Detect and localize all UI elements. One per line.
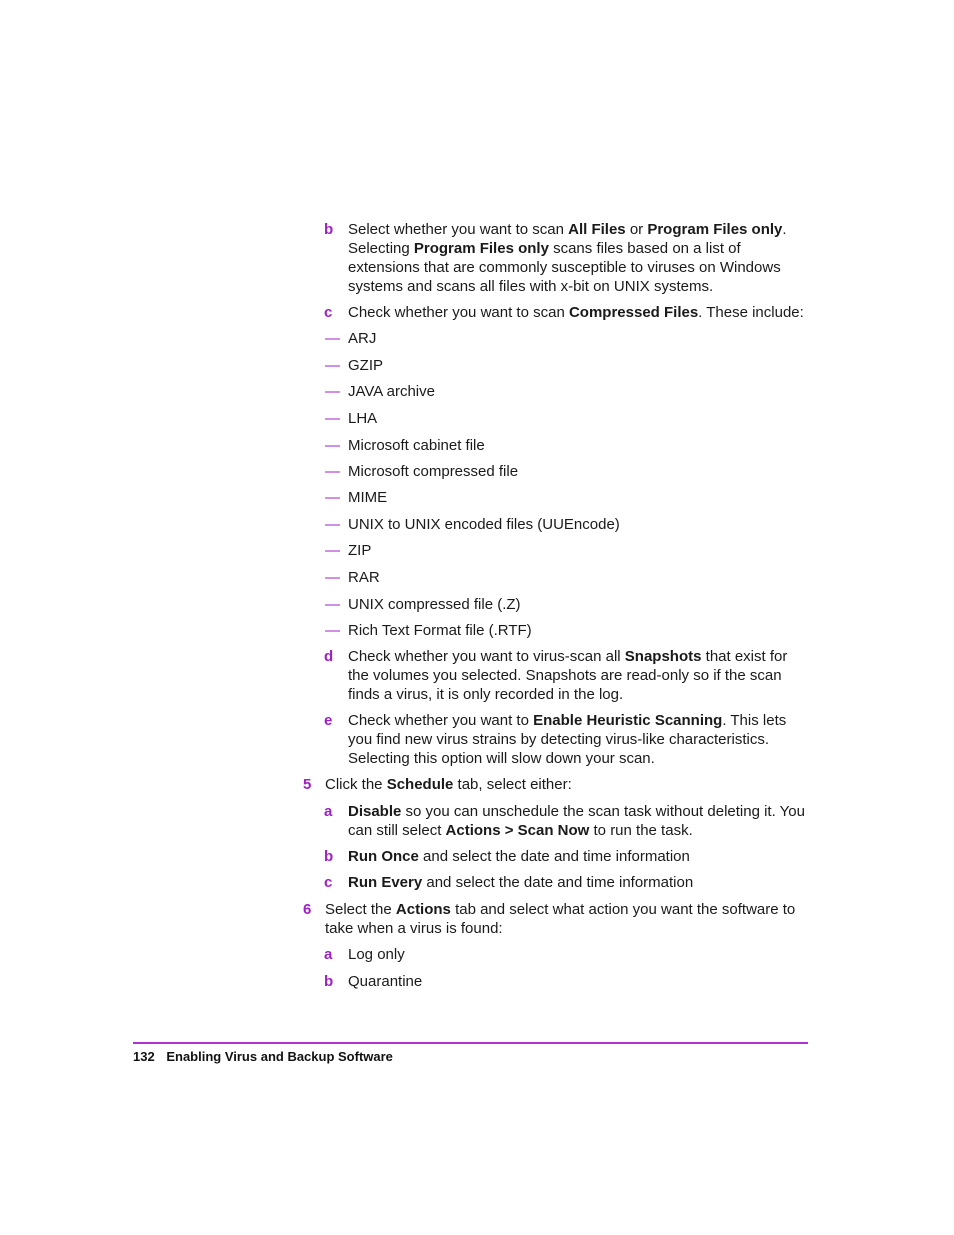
text-run: so you can unschedule the scan task without deleting it. You can still select <box>348 803 805 839</box>
text-run: MIME <box>348 489 388 506</box>
item-marker: c <box>324 304 333 321</box>
item-text <box>348 972 808 991</box>
text-run: Microsoft cabinet file <box>348 437 485 454</box>
text-run: RAR <box>348 569 380 586</box>
footer-rule <box>133 1042 808 1044</box>
text-run: tab, select either: <box>453 776 572 793</box>
item-marker: c <box>324 874 333 891</box>
item-text <box>348 647 808 704</box>
text-run: LHA <box>348 410 378 427</box>
item-marker: 5 <box>303 776 312 793</box>
text-run: GZIP <box>348 357 384 374</box>
bold-term: Program Files only <box>647 221 783 238</box>
item-marker: b <box>324 973 334 990</box>
text-run: JAVA archive <box>348 383 435 400</box>
item-text <box>348 847 808 866</box>
item-text <box>348 462 808 481</box>
item-marker: b <box>324 221 334 238</box>
item-text <box>348 409 808 428</box>
item-text <box>348 595 808 614</box>
bold-term: Compressed Files <box>568 304 699 321</box>
text-run: tab and select what action you want the software to take when a virus is found: <box>325 901 796 937</box>
item-marker: b <box>324 848 334 865</box>
item-marker: a <box>324 803 333 820</box>
item-marker: — <box>325 357 340 374</box>
item-text <box>348 515 808 534</box>
item-marker: a <box>324 946 333 963</box>
bold-term: Snapshots <box>624 648 702 665</box>
text-run: Log only <box>348 946 405 963</box>
item-text <box>348 541 808 560</box>
bold-term: All Files <box>568 221 626 238</box>
item-text <box>348 873 808 892</box>
item-text <box>348 802 808 840</box>
text-run: Select whether you want to scan <box>348 221 569 238</box>
text-run: . Selecting <box>348 221 787 257</box>
text-run: . This lets you find new virus strains by detecting virus-like characteristics. Selecting this option will slow down your scan. <box>348 712 787 767</box>
item-marker: — <box>325 410 340 427</box>
item-text <box>325 775 810 794</box>
item-text <box>348 436 808 455</box>
page-footer <box>133 1049 393 1064</box>
item-text <box>348 488 808 507</box>
bold-term: Run Once <box>348 848 419 865</box>
bold-term: Enable Heuristic Scanning <box>533 712 723 729</box>
item-marker: — <box>325 383 340 400</box>
item-text <box>348 621 808 640</box>
text-run: Click the <box>325 776 387 793</box>
item-marker: — <box>325 330 340 347</box>
item-text <box>348 568 808 587</box>
item-text <box>348 356 808 375</box>
item-marker: d <box>324 648 334 665</box>
item-text <box>348 945 808 964</box>
text-run: ARJ <box>348 330 377 347</box>
text-run: Check whether you want to virus-scan all <box>348 648 625 665</box>
item-text <box>348 303 808 322</box>
text-run: UNIX to UNIX encoded files (UUEncode) <box>348 516 620 533</box>
item-marker: — <box>325 622 340 639</box>
text-run: and select the date and time information <box>418 848 690 865</box>
item-marker: e <box>324 712 333 729</box>
item-marker: 6 <box>303 901 312 918</box>
text-run: scans files based on a list of extensions that are commonly susceptible to viruses on Windows systems and scans all files with x-bit on UNIX systems. <box>348 240 781 295</box>
item-text <box>348 711 808 768</box>
item-marker: — <box>325 596 340 613</box>
item-marker: — <box>325 489 340 506</box>
text-run: Rich Text Format file (.RTF) <box>348 622 532 639</box>
text-run: and select the date and time information <box>422 874 694 891</box>
text-run: or <box>625 221 648 238</box>
bold-term: Schedule <box>386 776 454 793</box>
text-run: Microsoft compressed file <box>348 463 519 480</box>
bold-term: Disable <box>348 803 402 820</box>
item-marker: — <box>325 516 340 533</box>
page-number: 132 <box>133 1049 155 1064</box>
text-run: ZIP <box>348 542 372 559</box>
item-marker: — <box>325 463 340 480</box>
text-run: Quarantine <box>348 973 423 990</box>
item-text <box>348 329 808 348</box>
section-title: Enabling Virus and Backup Software <box>166 1049 393 1064</box>
item-text <box>348 382 808 401</box>
bold-term: Actions <box>395 901 451 918</box>
item-marker: — <box>325 542 340 559</box>
text-run: that exist for the volumes you selected. Snapshots are read-only so if the scan finds a virus, it is only recorded in the log. <box>348 648 788 703</box>
text-run: Check whether you want to <box>348 712 534 729</box>
text-run: . These include: <box>698 304 804 321</box>
item-marker: — <box>325 569 340 586</box>
text-run: Check whether you want to scan <box>348 304 569 321</box>
text-run: to run the task. <box>589 822 693 839</box>
item-text <box>348 220 808 296</box>
item-text <box>325 900 810 938</box>
bold-term: Actions > Scan Now <box>445 822 590 839</box>
bold-term: Program Files only <box>413 240 549 257</box>
text-run: Select the <box>325 901 396 918</box>
text-run: UNIX compressed file (.Z) <box>348 596 521 613</box>
bold-term: Run Every <box>348 874 423 891</box>
item-marker: — <box>325 437 340 454</box>
